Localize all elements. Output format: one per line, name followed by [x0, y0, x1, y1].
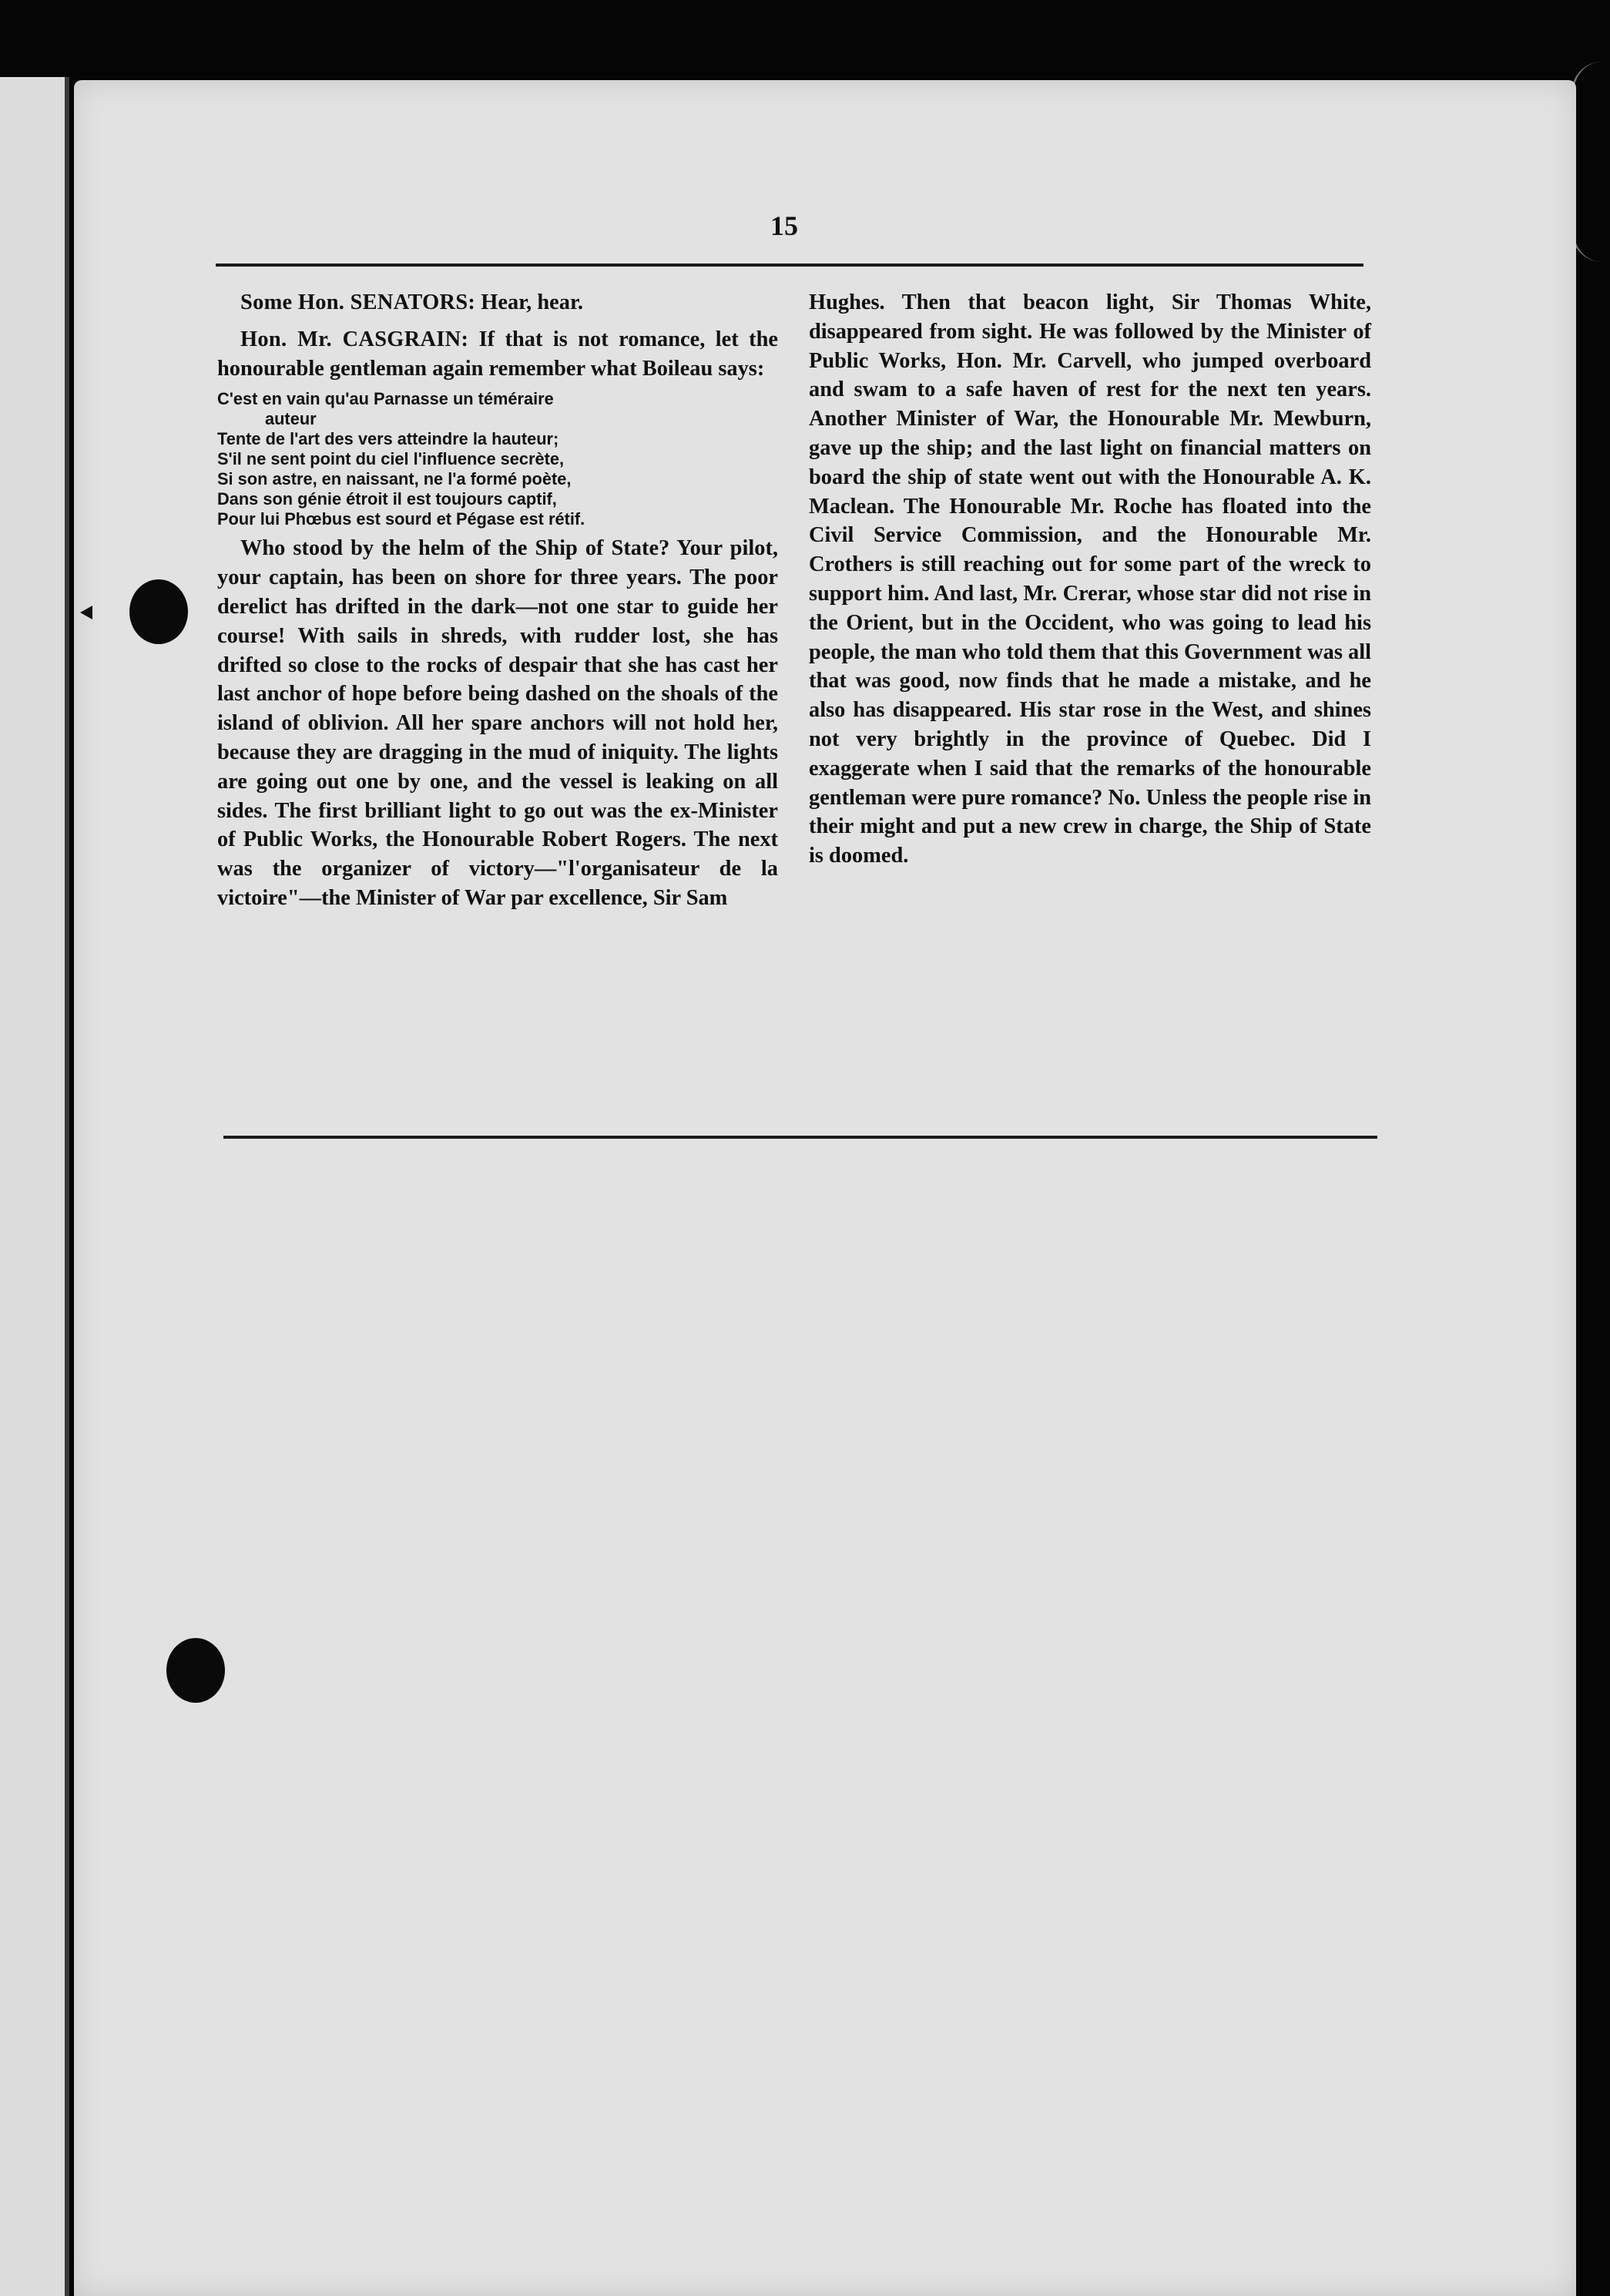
footer-rule	[223, 1136, 1377, 1139]
paragraph-casgrain	[217, 325, 778, 384]
header-rule	[216, 264, 1363, 267]
verse-line: Si son astre, en naissant, ne l'a formé poète,	[217, 469, 572, 489]
paragraph-senators	[217, 288, 778, 317]
page-edge-curl	[1571, 62, 1610, 262]
text-column-right	[809, 288, 1371, 871]
verse-line: Pour lui Phœbus est sourd et Pégase est rétif.	[217, 509, 585, 529]
adjacent-page-edge	[0, 77, 69, 2296]
paragraph-continued: Hughes. Then that beacon light, Sir Thomas White, disappeared from sight. He was followed by the Minister of Public Works, Hon. Mr. Carvell, who jumped overboard and swam to a safe haven of rest for the next ten years. Another Minister of War, the Honourable Mr. Mewburn, gave up the ship; and the last light on financial matters on board the ship of state went out with the Honourable A. K. Maclean. The Honourable Mr. Roche has floated into the Civil Service Commission, and the Honourable Mr. Crothers is still reaching out for some part of the wreck to support him. And last, Mr. Crerar, whose star did not rise in the Orient, but in the Occident, who was going to lead his people, the man who told them that this Government was all that was good, now finds that he made a mistake, and he also has disappeared. His star rose in the West, and shines not very brightly in the province of Quebec. Did I exaggerate when I said that the remarks of the honourable gentleman were pure romance? No. Unless the people rise in their might and put a new crew in charge, the Ship of State is doomed.	[809, 290, 1371, 868]
boileau-verse	[217, 389, 778, 529]
verse-line: Tente de l'art des vers atteindre la hauteur;	[217, 429, 559, 449]
text-column-left	[217, 288, 778, 913]
speaker-name: Some Hon. SENATORS:	[240, 290, 476, 314]
margin-arrow-mark	[80, 606, 92, 619]
verse-line: C'est en vain qu'au Parnasse un téméraire	[217, 389, 554, 409]
paragraph-ship-of-state: Who stood by the helm of the Ship of State? Your pilot, your captain, has been on shore for three years. The poor derelict has drifted in the dark—not one star to guide her course! With sails in shreds, with rudder lost, she has drifted so close to the rocks of despair that she has cast her last anchor of hope before being dashed on the shoals of the island of oblivion. All her spare anchors will not hold her, because they are dragging in the mud of iniquity. The lights are going out one by one, and the vessel is leaking on all sides. The first brilliant light to go out was the ex-Minister of Public Works, the Honourable Robert Rogers. The next was the organizer of victory—"l'organisateur de la victoire"—the Minister of War par excellence, Sir Sam	[217, 536, 778, 910]
verse-line: S'il ne sent point du ciel l'influence secrète,	[217, 449, 565, 469]
page-number: 15	[770, 210, 798, 241]
punch-hole-lower	[166, 1638, 225, 1703]
punch-hole-upper	[129, 579, 188, 644]
speech-text: Hear, hear.	[475, 290, 584, 314]
verse-line: Dans son génie étroit il est toujours captif,	[217, 489, 557, 509]
speaker-name: Hon. Mr. CASGRAIN:	[240, 327, 469, 351]
speech-text: If that is not romance, let the honourable gentleman again remember what Boileau says:	[217, 327, 778, 381]
verse-line: auteur	[265, 409, 317, 429]
